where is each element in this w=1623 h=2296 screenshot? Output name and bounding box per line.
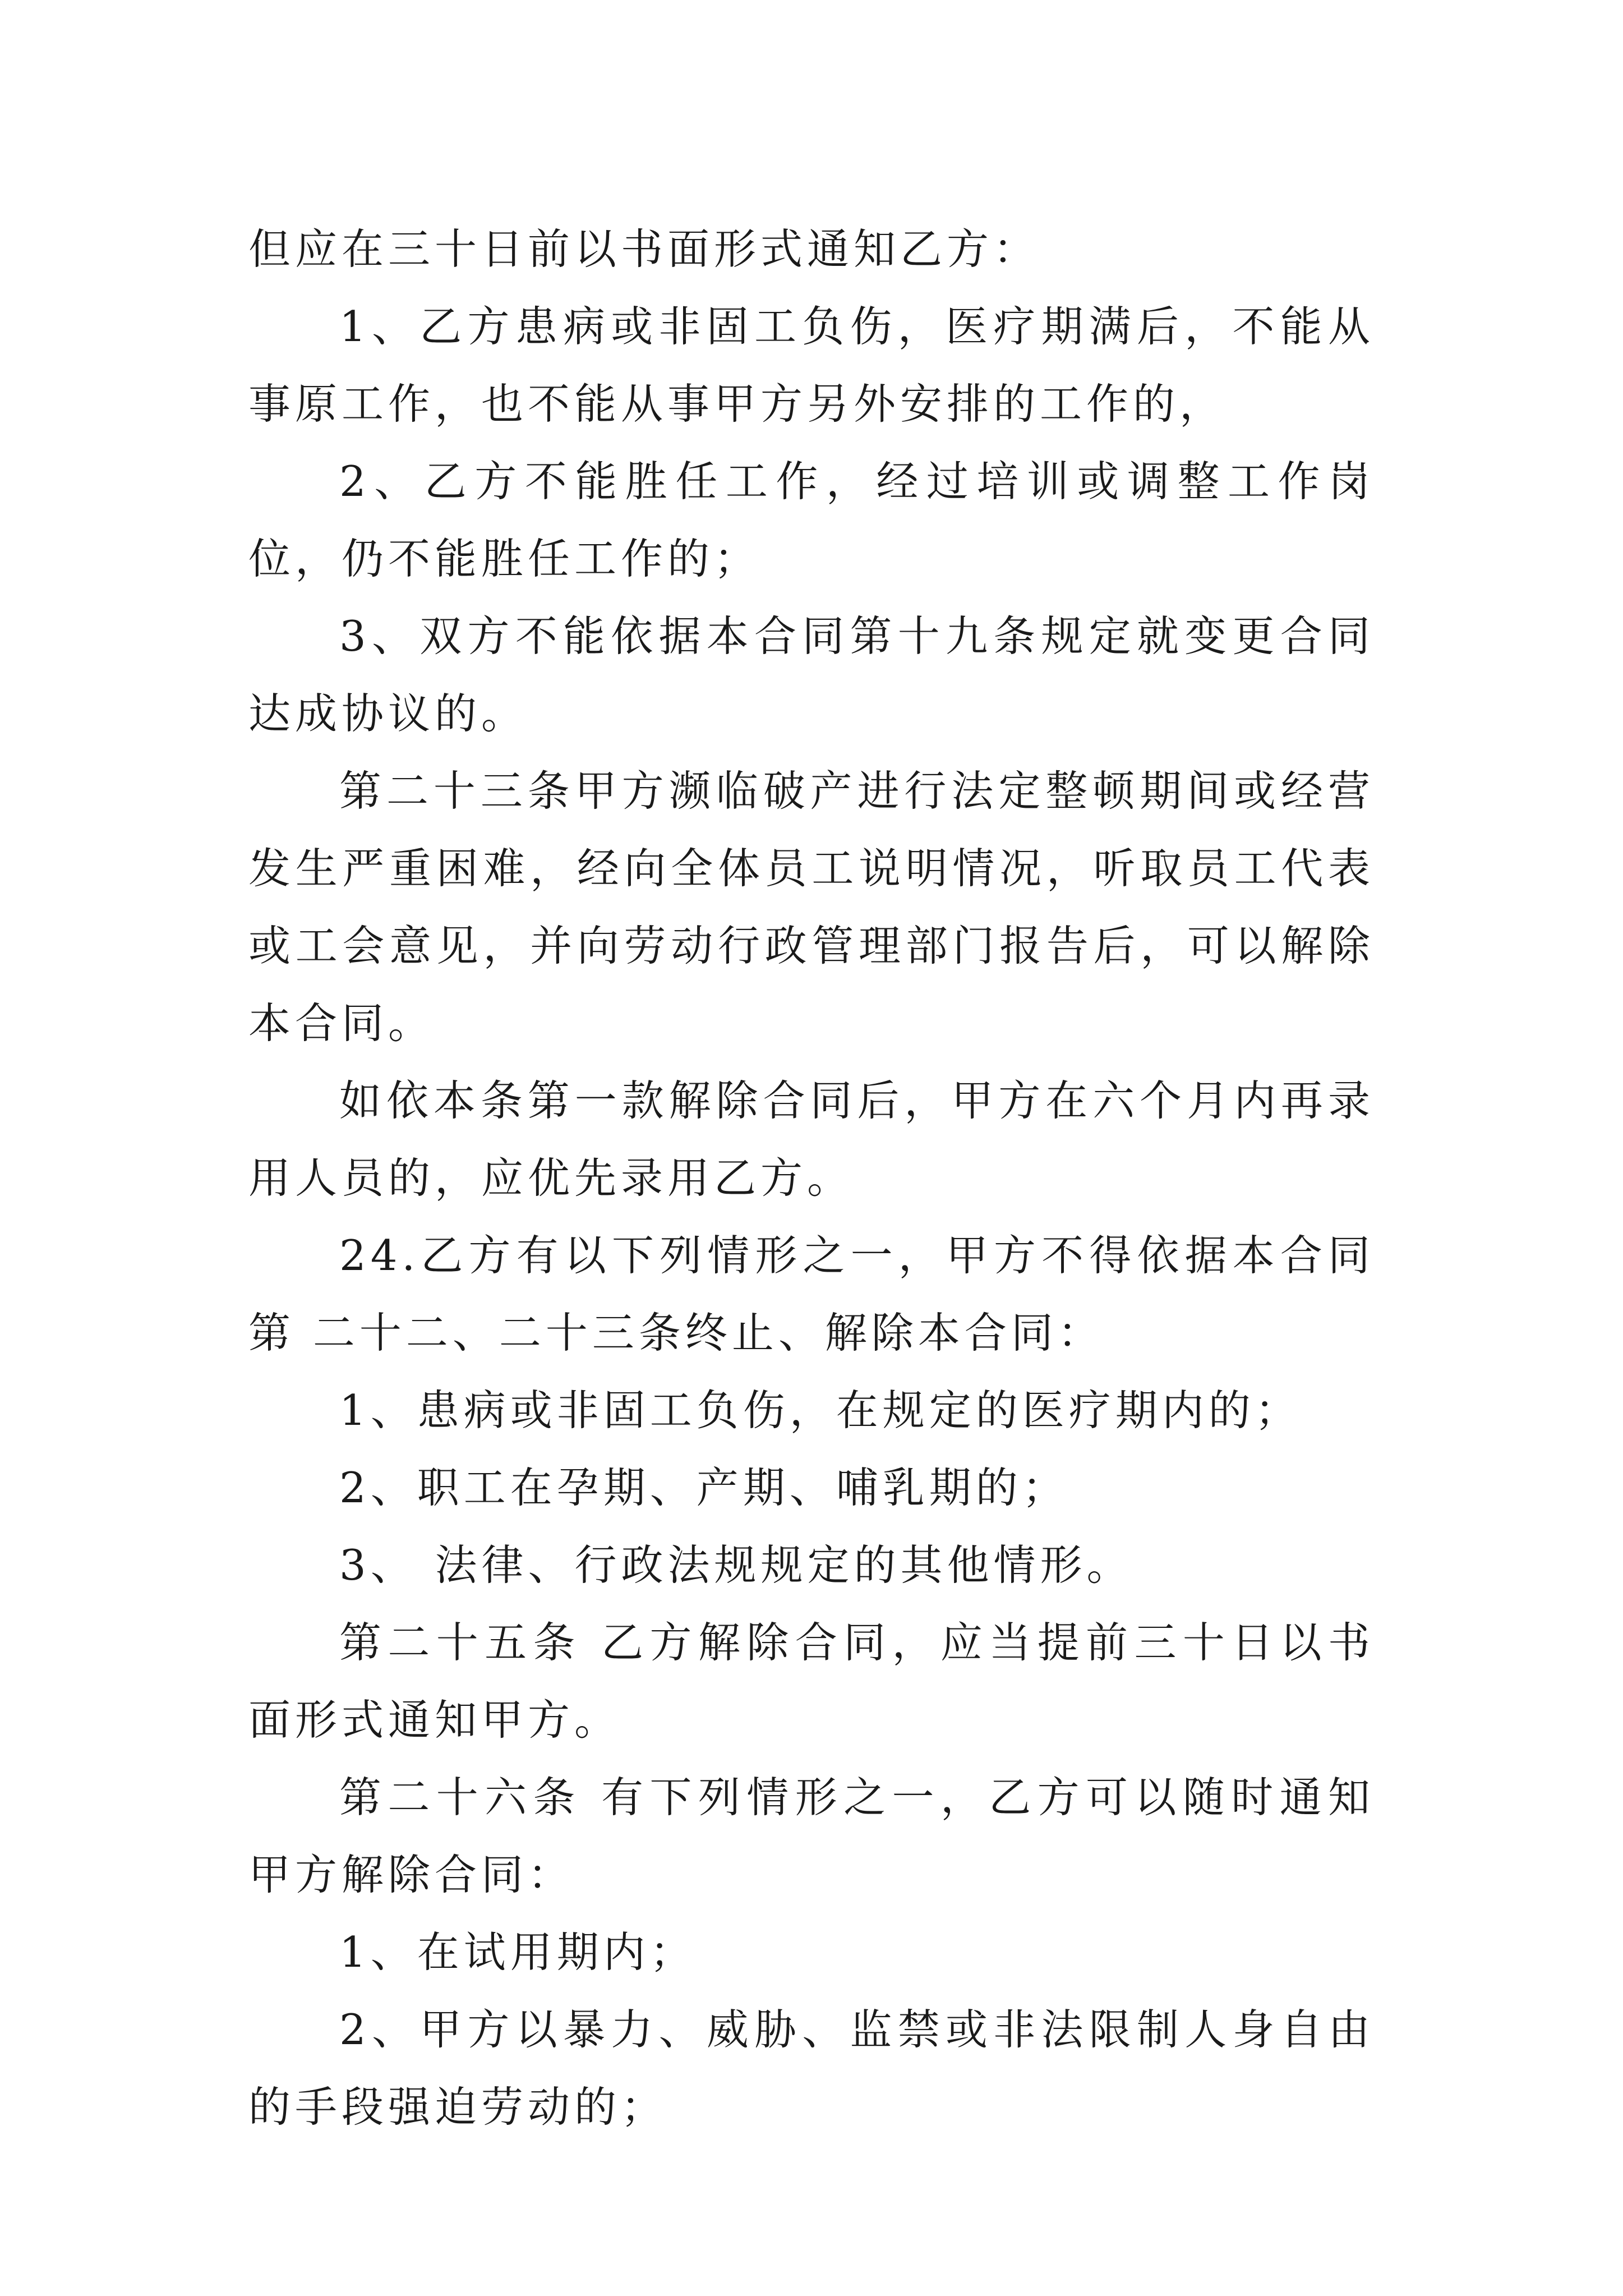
paragraph-item-1-illness: 1、乙方患病或非固工负伤，医疗期满后，不能从事原工作，也不能从事甲方另外安排的工作的， xyxy=(248,302,1375,429)
paragraph-article-26-item-2: 2、甲方以暴力、威胁、监禁或非法限制人身自由的手段强迫劳动的； xyxy=(248,2005,1375,2132)
paragraph-article-23: 第二十三条甲方濒临破产进行法定整顿期间或经营发生严重困难，经向全体员工说明情况，听取员工代表或工会意见，并向劳动行政管理部门报告后，可以解除本合同。 xyxy=(248,766,1375,1048)
paragraph-item-2-incompetence: 2、乙方不能胜任工作，经过培训或调整工作岗位，仍不能胜任工作的； xyxy=(248,457,1375,583)
paragraph-article-23-rehire: 如依本条第一款解除合同后，甲方在六个月内再录用人员的，应优先录用乙方。 xyxy=(248,1076,1375,1203)
paragraph-notice-continuation: 但应在三十日前以书面形式通知乙方： xyxy=(248,224,1040,274)
paragraph-article-26: 第二十六条 有下列情形之一，乙方可以随时通知甲方解除合同： xyxy=(248,1773,1375,1899)
document-body xyxy=(248,210,1375,2146)
paragraph-article-24-item-2: 2、职工在孕期、产期、哺乳期的； xyxy=(339,1463,1069,1512)
paragraph-article-24-item-1: 1、患病或非固工负伤，在规定的医疗期内的； xyxy=(339,1386,1302,1435)
paragraph-article-26-item-1: 1、在试用期内； xyxy=(339,1927,697,1977)
paragraph-article-25: 第二十五条 乙方解除合同，应当提前三十日以书面形式通知甲方。 xyxy=(248,1618,1375,1745)
paragraph-item-3-no-agreement: 3、双方不能依据本合同第十九条规定就变更合同达成协议的。 xyxy=(248,611,1375,738)
paragraph-article-24-item-3: 3、 法律、行政法规规定的其他情形。 xyxy=(339,1540,1133,1590)
paragraph-article-24: 24.乙方有以下列情形之一，甲方不得依据本合同第 二十二、二十三条终止、解除本合同： xyxy=(248,1231,1375,1358)
